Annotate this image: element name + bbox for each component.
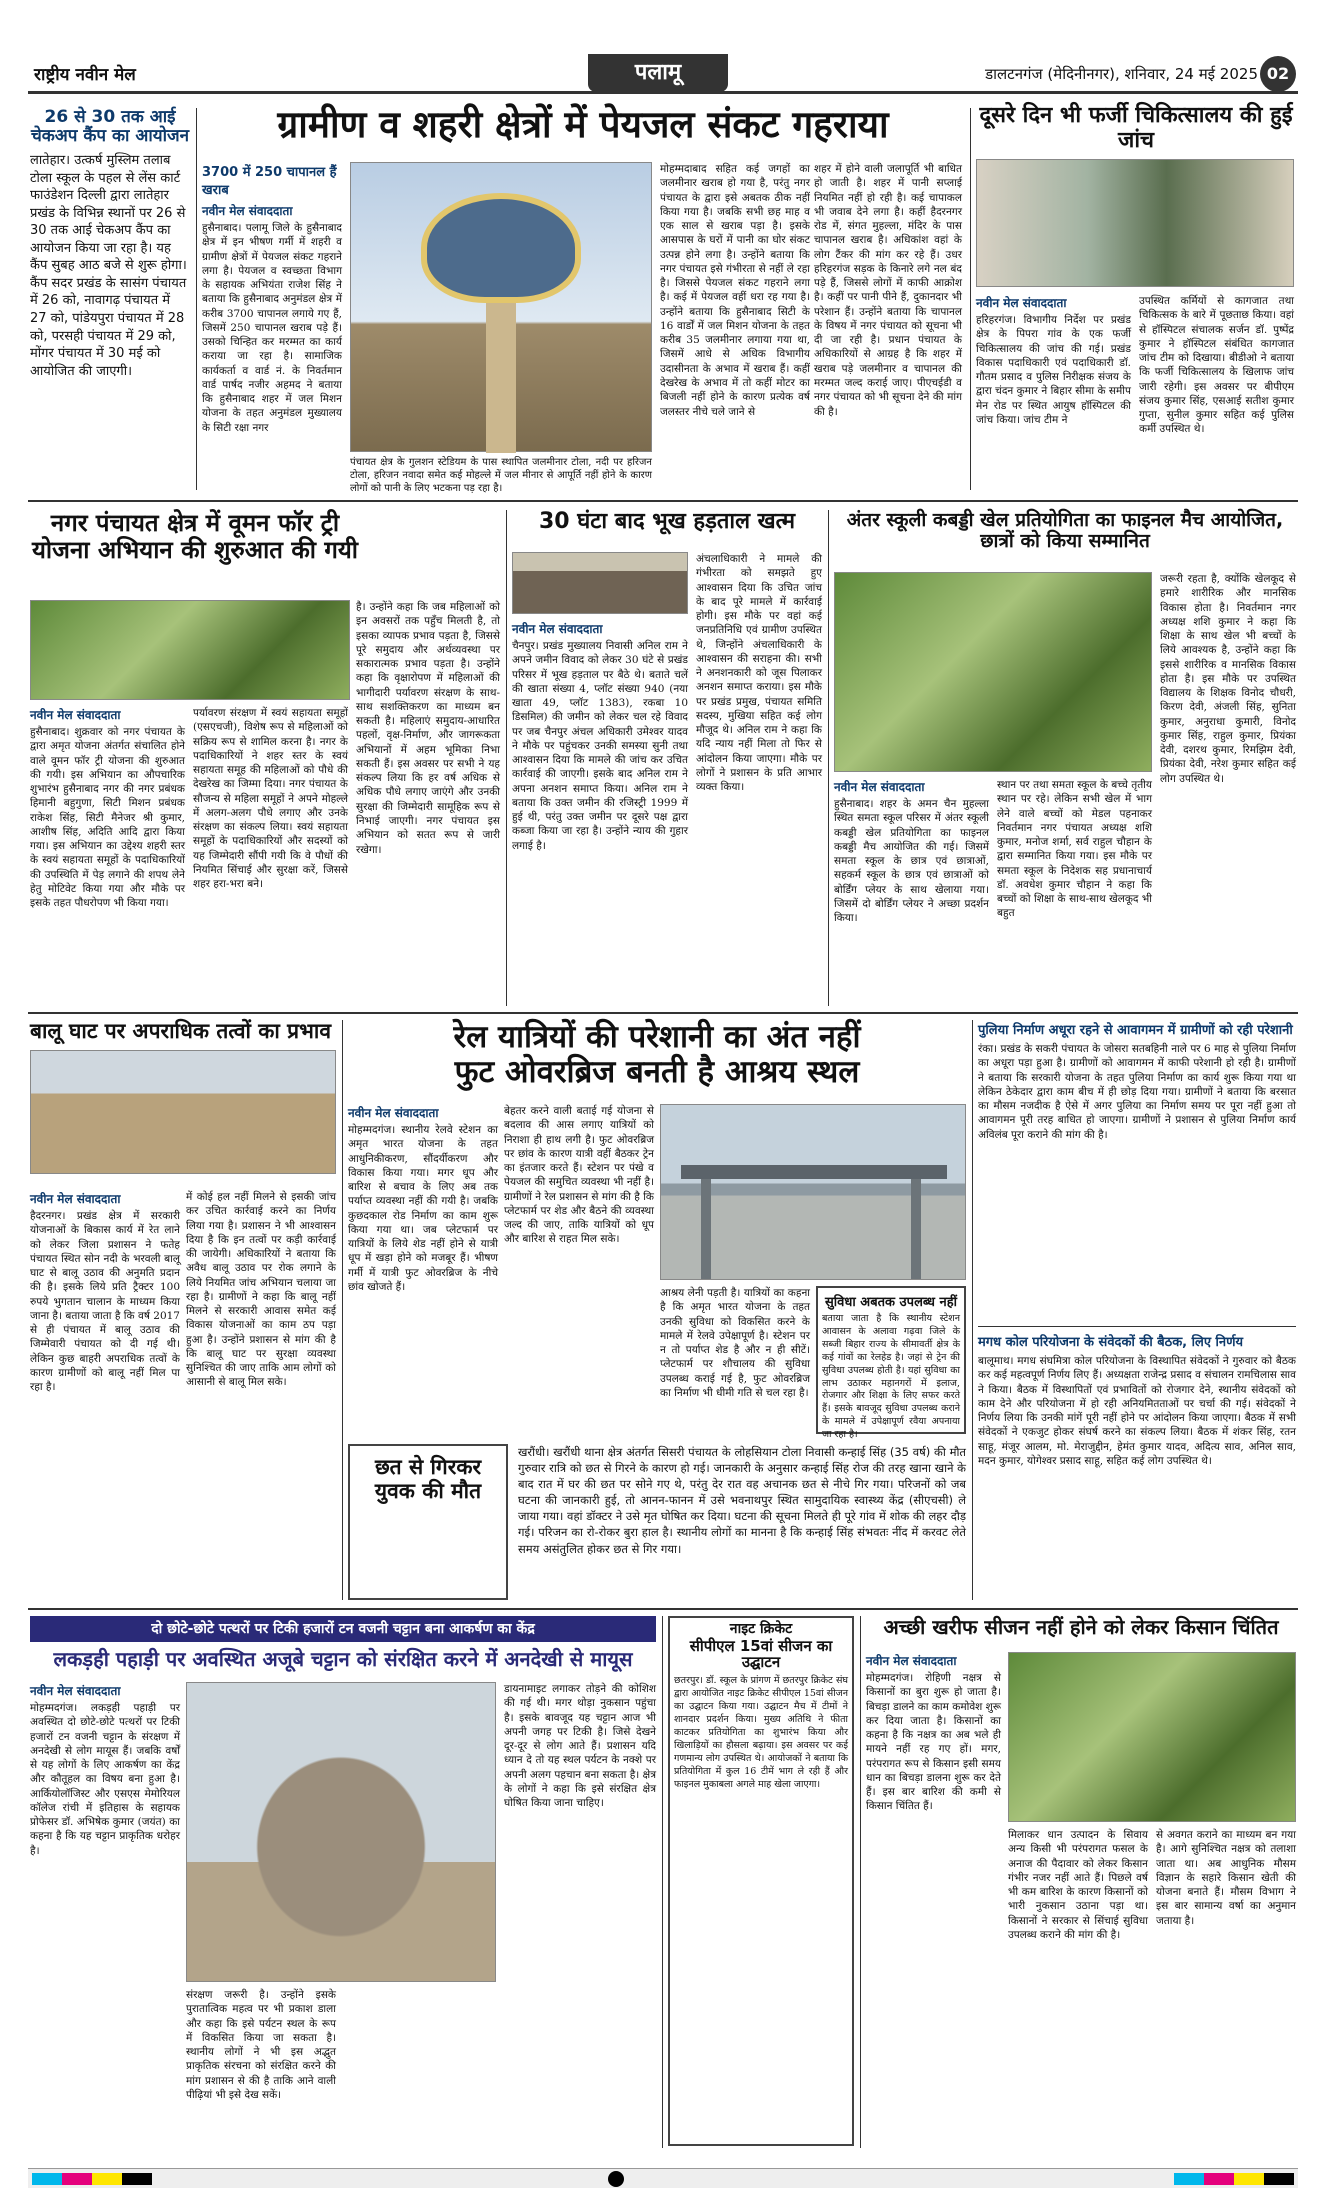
headline: 30 घंटा बाद भूख हड़ताल खत्म [538,509,796,534]
body-text-2: संरक्षण जरूरी है। उन्होंने इसके पुरातात्विक महत्व पर भी प्रकाश डाला और कहा कि इसे पर्यटन स्थल के रूप में विकसित किया जा सकता है। स्थानीय लोगों ने भी इस अद्भुत प्राकृतिक संरचना को संरक्षित करने की मांग प्रशासन से की है ताकि आने वाली पीढ़ियां भी इसे देख सकें। [186,1989,336,2101]
headline: अच्छी खरीफ सीजन नहीं होने को लेकर किसान चिंतित [883,1615,1279,1639]
body-text-2: में कोई हल नहीं मिलने से इसकी जांच कर उचित कार्रवाई करने का निर्णय लिया गया है। प्रशासन ने भी आश्वासन दिया है कि इन तत्वों पर कड़ी कार्रवाई की जायेगी। अधिकारियों ने बताया कि अवैध बालू उठाव पर रोक लगाने के लिये नियमित जांच अभियान चलाया जा रहा है। ग्रामीणों ने कहा कि बालू नहीं मिलने से सरकारी आवास समेत कई विकास योजनाओं का काम ठप पड़ा हुआ है। उन्होंने प्रशासन से मांग की है कि बालू घाट पर सुरक्षा व्यवस्था सुनिश्चित की जाए ताकि आम लोगों को आसानी से बालू मिल सके। [186,1191,336,1389]
article-eye-camp [30,108,190,490]
body-text: बालूमाथ। मगध संघमित्रा कोल परियोजना के विस्थापित संवेदकों ने गुरुवार को बैठक कर कई महत्वपूर्ण निर्णय लिए हैं। अध्यक्षता राजेन्द्र प्रसाद व संचालन रामचिलास साव ने किया। बैठक में विस्थापितों एवं प्रभावितों को रोजगार देने, स्थानीय संवेदकों को काम देने और परियोजना में हो रही अनियमितताओं पर चर्चा की गई। संवेदकों ने निर्णय लिया कि उनकी मांगें पूरी नहीं होने पर आंदोलन किया जाएगा। बैठक में सभी संवेदकों ने एकजुट होकर संघर्ष करने का संकल्प लिया। बैठक में शंकर सिंह, रतन साहू, मंजूर आलम, मो. मेराजुद्दीन, हेमंत कुमार यादव, अदित्य साव, अनिल साव, मदन कुमार, योगेश्वर प्रसाद साहू, सहित कई लोग उपस्थित थे। [978,1355,1296,1467]
article-sand-ghat [30,1020,336,1600]
article-rail [348,1019,966,1441]
byline: नवीन मेल संवाददाता [30,1192,121,1206]
byline: नवीन मेल संवाददाता [348,1106,439,1120]
body-text-3: से अवगत कराने का माध्यम बन गया है। आगे सुनिश्चित नक्षत्र को तलाशा जाता था। अब आधुनिक मौसम विज्ञान के सहारे किसान खेती की योजना बनाते हैं। मौसम विभाग ने इस बार सामान्य वर्षा का अनुमान जताया है। [1156,1829,1296,1927]
paper-name: राष्ट्रीय नवीन मेल [34,65,136,85]
article-water-crisis [202,104,964,496]
body-text-2: मोहम्मदाबाद सहित कई जगहों का जलमीनार खराब हो गया है, परंतु नगर पंचायत के द्वारा इसे अबतक ठीक नहीं किया गया है। जबकि सभी छह माह व एक साल से खराब पड़ा है। इसके आसपास के घरों में पानी का घोर संकट उत्पन्न होने लगा है। उन्होंने बताया कि नगर पंचायत इसे गंभीरता से नहीं ले रहा है। जिससे पेयजल संकट गहराने लगा है। कई में पेयजल वहीं धरा रह गया है। उन्होंने बताया कि हुसैनाबाद सिटी के 16 वार्डों में जल मिशन योजना के तहत करीब 35 जलमीनार लगाया गया था, जिसमें आधे से अधिक विभागीय उदासीनता के अभाव में खराब हैं। कहीं देखरेख के अभाव में तो कहीं मोटर का बिजली नहीं होने के कारण प्रत्येक वर्ष जलस्तर नीचे चले जाने से [660,163,810,418]
tree-plantation-photo [30,600,350,700]
headline: मगध कोल परियोजना के संवेदकों की बैठक, लिए निर्णय [978,1335,1244,1350]
article-rock [30,1616,656,2148]
color-bar [28,2168,1298,2188]
headline: लकड़ही पहाड़ी पर अवस्थित अजूबे चट्टान को संरक्षित करने में अनदेखी से मायूस [53,1647,633,1671]
body-text-2: पर्यावरण संरक्षण में स्वयं सहायता समूहों (एसएचजी), विशेष रूप से महिलाओं को सक्रिय रूप से शामिल करना है। नगर के पदाधिकारियों ने शहर स्तर के स्वयं सहायता समूह की महिलाओं को पौधे की देखरेख का जिम्मा दिया। नगर पंचायत के सौजन्य से महिला समूहों ने अपने मोहल्ले में अलग-अलग पौधे लगाए और उनके संरक्षण का संकल्प लिया। स्वयं सहायता समूहों के पदाधिकारियों और सदस्यों को यह जिम्मेदारी सौंपी गयी कि वे पौधों की नियमित सिंचाई और सुरक्षा करें, जिससे शहर हरा-भरा बने। [193,707,348,891]
byline: नवीन मेल संवाददाता [202,204,293,218]
photo-caption: पंचायत क्षेत्र के गुलशन स्टेडियम के पास स्थापित जलमीनार टोला, नदी पर हरिजन टोला, हरिजन नवादा समेत कई मोहल्ले में जल मीनार से आपूर्ति नहीं होने के कारण लोगों को पानी के लिए भटकना पड़ रहा है। [350,457,652,494]
section-tab: पलामू [588,54,728,92]
body-text: खरौंधी। खरौंधी थाना क्षेत्र अंतर्गत सिसरी पंचायत के लोहसियान टोला निवासी कन्हाई सिंह (35 वर्ष) की मौत गुरुवार रात्रि को छत से गिरने के कारण हो गई। जानकारी के अनुसार कन्हाई सिंह रोज की तरह खाना खाने के बाद रात में घर की छत पर सोने गए थे, परंतु देर रात वह अचानक छत से नीचे गिर गया। परिजनों को जब घटना की जानकारी हुई, तो आनन-फानन में उसे भवनाथपुर स्थित सामुदायिक स्वास्थ्य केंद्र (सीएचसी) ले जाया गया। वहां डॉक्टर ने उसे मृत घोषित कर दिया। घटना की सूचना मिलते ही पूरे गांव में शोक की लहर दौड़ गई। परिजन का रो-रोकर बुरा हाल है। स्थानीय लोगों का मानना है कि कन्हाई सिंह संभवतः नींद में करवट लेते समय असंतुलित होकर छत से गिर गया। [518,1445,966,1556]
headline: दूसरे दिन भी फर्जी चिकित्सालय की हुई जांच [979,103,1293,153]
kicker: 3700 में 250 चापानल हैं खराब [202,165,337,198]
byline: नवीन मेल संवाददाता [30,1684,121,1698]
body-text: हैदरनगर। प्रखंड क्षेत्र में सरकारी योजनाओं के बिकास कार्य में रेत लाने को लेकर जिला प्रशासन ने फतेह पंचायत स्थित सोन नदी के भरवली बालू घाट से बालू उठाव की अनुमति प्रदान की है। इसके लिये प्रति ट्रैक्टर 100 रुपये भुगतान चालान के माध्यम किया जाना है। बताया जाता है कि वर्ष 2017 से ही पंचायत में बालू उठाव की जिम्मेवारी पंचायत को दी गई थी। लेकिन कुछ बाहरी अपराधिक तत्वों के कारण ग्रामीणों को बालू नहीं मिल पा रहा है। [30,1210,180,1394]
headline: छत से गिरकर युवक की मौत [374,1455,482,1503]
body-text-2: स्थान पर तथा समता स्कूल के बच्चे तृतीय स्थान पर रहे। लेकिन सभी खेल में भाग लेने वाले बच्चों को मेडल पहनाकर निवर्तमान नगर पंचायत अध्यक्ष शशि कुमार, मनोज शर्मा, सर्व राहुल चौहान के द्वारा सम्मानित किया गया। इस मौके पर समता स्कूल के निदेशक सह प्रधानाचार्य डॉ. अवधेश कुमार चौहान ने कहा कि बच्चों को शिक्षा के साथ-साथ खेलकूद भी बहुत [997,779,1152,920]
dateline: डालटनगंज (मेदिनीनगर), शनिवार, 24 मई 2025 [985,65,1258,83]
inspection-photo [976,159,1294,287]
headline: नगर पंचायत क्षेत्र में वूमन फॉर ट्री योजना अभियान की शुरुआत की गयी [32,509,358,564]
article-kabaddi [834,510,1296,1006]
headline: अंतर स्कूली कबड्डी खेल प्रतियोगिता का फाइनल मैच आयोजित, छात्रों को किया सम्मानित [846,509,1284,553]
body-text: मोहम्मदगंज। रोहिणी नक्षत्र से किसानों का बुरा शुरू हो जाता है। बिचड़ा डालने का काम कमोवेश शुरू कर दिया जाता है। किसानों का कहना है कि नक्षत्र का अब भले ही मायने नहीं रह गए हों। मगर, परंपरागत रूप से किसान इसी समय धान का बिचड़ा डालना शुरू कर देते हैं। इस बार बारिश की कमी से किसान चिंतित हैं। [866,1672,1001,1813]
headline: ग्रामीण व शहरी क्षेत्रों में पेयजल संकट गहराया [277,103,889,146]
body-text-3: शहर में होने वाली जलापूर्ति भी बाधित हो जाती है। शहर में पानी सप्लाई नियमित नहीं हो रही है। कई चापाकल भी जवाब देने लगा है। कहीं हैदरनगर रोड में, संगत मुहल्ला, मंदिर के पास चापानल खराब है। अधिकांश वहां के लोग टैंकर की मांग कर रहे हैं। उधर हरिहरगंज सड़क के किनारे लगे नल बंद पड़े हैं, जिससे लोगों में काफी आक्रोश है। कहीं पर पानी पीने हैं, दुकानदार भी परेशान हैं। उन्होंने बताया कि चापानल के विषय में नगर पंचायत को सूचना भी दी जा रही है। प्रधान पंचायत के अधिकारियों से आग्रह है कि शहर में खराब पड़े जलमीनार व चापानल की मरम्मत जल्द कराई जाए। पीएचईडी व नगर पंचायत को भी सूचना देने की मांग की है। [814,163,962,418]
headline-1: रेल यात्रियों की परेशानी का अंत नहीं [453,1019,861,1055]
body-text-3: है। उन्होंने कहा कि जब महिलाओं को इन अवसरों तक पहुँच मिलती है, तो इसका व्यापक प्रभाव पड़ता है, जिससे पूरे समुदाय और अर्थव्यवस्था पर सकारात्मक प्रभाव पड़ता है। उन्होंने कहा कि वृक्षारोपण में महिलाओं की भागीदारी पर्यावरण संरक्षण के साथ-साथ सशक्तिकरण का माध्यम बन सकती है। महिलाएं समुदाय-आधारित पहलों, वृक्ष-निर्माण, और जागरूकता अभियानों में अहम भूमिका निभा सकती हैं। इस अवसर पर सभी ने यह संकल्प लिया कि हर वर्ष अधिक से अधिक पौधे लगाए जाएंगे और उनकी सुरक्षा की जिम्मेदारी सामूहिक रूप से निभाई जाएगी। नगर पंचायत इस अभियान को सतत रूप से जारी रखेगा। [356,601,500,856]
article-roof-fall [348,1444,966,1600]
subhead: सुविधा अबतक उपलब्ध नहीं [825,1295,957,1310]
article-bridge [978,1020,1296,1320]
body-text: मोहम्मदगंज। स्थानीय रेलवे स्टेशन का अमृत भारत योजना के तहत आधुनिकीकरण, सौंदर्यीकरण और विकास किया गया। मगर धूप और बारिश से बचाव के लिए अब तक पर्याप्त व्यवस्था नहीं की गयी है। जबकि कुछदकाल रोड निर्माण का काम शुरू किया गया था। जब प्लेटफार्म पर यात्रियों के लिये शेड नहीं होने से यात्री धूप में खड़ा होने को मजबूर हैं। भीषण गर्मी में यात्री फुट ओवरब्रिज के नीचे छांव खोजते हैं। [348,1124,498,1293]
article-fake-clinic [976,104,1296,496]
body-text: रंका। प्रखंड के सकरी पंचायत के जोसरा सतबहिनी नाले पर 6 माह से पुलिया निर्माण का अधूरा पड़ा हुआ है। ग्रामीणों को आवागमन में काफी परेशानी हो रही है। ग्रामीणों ने बताया कि सरकारी योजना के तहत पुलिया निर्माण का कार्य शुरू किया गया था लेकिन ठेकेदार द्वारा काम बीच में ही छोड़ दिया गया। ग्रामीणों ने बताया कि बरसात का मौसम नजदीक है ऐसे में अगर पुलिया का निर्माण समय पर पूरा नहीं हुआ तो आवागमन पूरी तरह बाधित हो जाएगा। ग्रामीणों ने प्रशासन से पुलिया निर्माण कार्य अविलंब पूरा कराने की मांग की है। [978,1043,1296,1141]
body-text: हुसैनाबाद। पलामू जिले के हुसैनाबाद क्षेत्र में इन भीषण गर्मी में शहरी व ग्रामीण क्षेत्रों में पेयजल संकट गहराने लगा है। पेयजल व स्वच्छता विभाग के सहायक अभियंता राजेश सिंह ने बताया कि हुसैनाबाद अनुमंडल क्षेत्र में करीब 3700 चापानल लगाये गए हैं, जिसमें 250 चापानल खराब पड़े हैं। उसको चिन्हित कर मरम्मत का कार्य कराया जा रहा है। सामाजिक कार्यकर्ता व वार्ड नं. के निवर्तमान वार्ड पार्षद नजीर अहमद ने बताया कि हुसैनाबाद शहर में जल मिशन योजना के तहत अनुमंडल मुख्यालय के सिटी रक्षा नगर [202,222,342,434]
water-tank-photo [350,162,652,452]
byline: नवीन मेल संवाददाता [834,780,925,794]
body-text: छतरपुर। डॉ. स्कूल के प्रांगण में छतरपुर क्रिकेट संघ द्वारा आयोजित नाइट क्रिकेट सीपीएल 15वां सीजन का उद्घाटन किया गया। उद्घाटन मैच में टीमों ने शानदार प्रदर्शन किया। मुख्य अतिथि ने फीता काटकर प्रतियोगिता का शुभारंभ किया और खिलाड़ियों का हौसला बढ़ाया। इस अवसर पर कई गणमान्य लोग उपस्थित थे। आयोजकों ने बताया कि प्रतियोगिता में कुल 16 टीमें भाग ले रही हैं और फाइनल मुकाबला अगले माह खेला जाएगा। [674,1675,848,1790]
subhead-box [816,1286,966,1441]
masthead [28,54,1298,94]
headline-2: सीपीएल 15वां सीजन का उद्घाटन [689,1636,833,1672]
kabaddi-photo [834,572,1152,772]
byline: नवीन मेल संवाददाता [512,622,603,636]
body-text-3: आश्रय लेनी पड़ती है। यात्रियों का कहना है कि अमृत भारत योजना के तहत उनकी सुविधा को विकसित करने के मामले में रेलवे उपेक्षापूर्ण है। स्टेशन पर न तो पर्याप्त शेड है और न ही सीटें। प्लेटफार्म पर शौचालय की सुविधा उपलब्ध कराई गई है, फुट ओवरब्रिज का निर्माण भी धीमी गति से चल रहा है। [660,1287,810,1399]
byline: नवीन मेल संवाददाता [30,708,121,722]
banner: दो छोटे-छोटे पत्थरों पर टिकी हजारों टन वजनी चट्टान बना आकर्षण का केंद्र [30,1616,656,1642]
protest-photo [512,552,688,614]
foot-overbridge-photo [660,1104,966,1280]
body-text-2: बेहतर करने वाली बताई गई योजना से बदलाव की आस लगाए यात्रियों को निराशा ही हाथ लगी है। फुट ओवरब्रिज पर छांव के कारण यात्री वहीं बैठकर ट्रेन का इंतजार करते हैं। स्टेशन पर पंखे व पेयजल की समुचित व्यवस्था भी नहीं है। ग्रामीणों ने रेल प्रशासन से मांग की है कि प्लेटफार्म पर शेड और बैठने की व्यवस्था जल्द की जाए, ताकि यात्रियों को धूप और बारिश से राहत मिल सके। [504,1105,654,1246]
body-text-2: अंचलाधिकारी ने मामले की गंभीरता को समझते हुए आश्वासन दिया कि उचित जांच के बाद पूरे मामले में कार्रवाई होगी। इस मौके पर वहां कई जनप्रतिनिधि एवं ग्रामीण उपस्थित थे, जिन्होंने अंचलाधिकारी के आश्वासन की सराहना की। सभी ने अनशनकारी को जूस पिलाकर अनशन समाप्त कराया। इस मौके पर प्रखंड प्रमुख, पंचायत समिति सदस्य, मुखिया सहित कई लोग मौजूद थे। अनिल राम ने कहा कि यदि न्याय नहीं मिला तो फिर से आंदोलन किया जाएगा। मौके पर लोगों ने प्रशासन के प्रति आभार व्यक्त किया। [696,553,822,794]
body-text: हुसैनाबाद। शुक्रवार को नगर पंचायत के द्वारा अमृत योजना अंतर्गत संचालित होने वाले वूमन फॉर ट्री योजना की शुरुआत की गयी। इस अभियान का औपचारिक शुभारंभ हुसैनाबाद नगर की नगर प्रबंधक हिमानी बहुगुणा, सिटी मिशन प्रबंधक राकेश सिंह, सिटी मैनेजर श्री कुमार, आशीष सिंह, अदिति आदि द्वारा किया गया। इस अभियान का उद्देश्य शहरी स्तर के स्वयं सहायता समूहों के पदाधिकारियों की उपस्थिति में पेड़ लगाने की शपथ लेने हेतु मोटिवेट किया गया और मौके पर इसके तहत पौधरोपण भी किया गया। [30,726,185,910]
body-text-3: जरूरी रहता है, क्योंकि खेलकूद से हमारे शारीरिक और मानसिक विकास होता है। निवर्तमान नगर अध्यक्ष शशि कुमार ने कहा कि शिक्षा के साथ खेल भी बच्चों के लिये आवश्यक है, उन्होंने कहा कि इससे शारीरिक व मानसिक विकास होता है। इस मौके पर उपस्थित विद्यालय के शिक्षक विनोद चौधरी, किरण देवी, अंजली सिंह, सुनिता कुमार, अनुराधा कुमारी, विनोद कुमार सिंह, राहुल कुमार, प्रियंका देवी, दशरथ कुमार, रिमझिम देवी, प्रियंका देवी, नरेश कुमार सहित कई लोग उपस्थित थे। [1160,573,1296,785]
byline: नवीन मेल संवाददाता [866,1654,957,1668]
headline: 26 से 30 तक आई चेकअप कैंप का आयोजन [30,107,190,147]
body-text-3: डायनामाइट लगाकर तोड़ने की कोशिश की गई थी। मगर थोड़ा नुकसान पहुंचा है। इसके बावजूद यह चट्टान आज भी अपनी जगह पर टिकी है। जिसे देखने दूर-दूर से लोग आते हैं। प्रशासन यदि ध्यान दे तो यह स्थल पर्यटन के नक्शे पर अपनी अलग पहचान बना सकता है। क्षेत्र के लोगों ने कहा कि इसे संरक्षित क्षेत्र घोषित किया जाना चाहिए। [504,1683,656,1810]
body-text: मोहम्मदगंज। लकड़ही पहाड़ी पर अवस्थित दो छोटे-छोटे पत्थरों पर टिकी हजारों टन वजनी चट्टान के संरक्षण में अनदेखी से लोग मायूस हैं। जबकि वर्षों से यह लोगों के लिए आकर्षण का केंद्र और कौतूहल का विषय बना हुआ है। आर्कियोलॉजिस्ट और एसएस मेमोरियल कॉलेज रांची में इतिहास के सहायक प्रोफेसर डॉ. अभिषेक कुमार (जयंत) का कहना है कि यह चट्टान प्राकृतिक धरोहर है। [30,1702,180,1857]
rock-photo [186,1682,496,1982]
headline-1: नाइट क्रिकेट [729,1621,793,1637]
body-text-2: उपस्थित कर्मियों से कागजात तथा चिकित्सक के बारे में पूछताछ किया। वहां से हॉस्पिटल संचालक सर्जन डॉ. पुष्पेंद्र कुमार ने हॉस्पिटल संबंधित कागजात जांच टीम को दिखाया। बीडीओ ने बताया कि फर्जी चिकित्सालय के खिलाफ जांच जारी रहेगी। इस अवसर पर बीपीएम संजय कुमार सिंह, एसआई सतीश कुमार गुप्ता, सुनील कुमार सहित कई पुलिस कर्मी उपस्थित थे। [1139,295,1294,436]
article-hunger-strike [512,510,822,1006]
headline: बालू घाट पर अपराधिक तत्वों का प्रभाव [30,1019,332,1043]
body-text: हुसैनाबाद। शहर के अमन चैन मुहल्ला स्थित समता स्कूल परिसर में अंतर स्कूली कबड्डी खेल प्रतियोगिता का फाइनल कबड्डी मैच आयोजित की गई। जिसमें समता स्कूल के छात्र एवं छात्राओं, सहकर्म स्कूल के छात्र एवं छात्राओं को बोर्डिंग प्लेयर के साथ खेलाया गया। जिसमें दो बोर्डिंग प्लेयर ने अच्छा प्रदर्शन किया। [834,798,989,925]
sand-ghat-photo [30,1050,336,1174]
page-number: 02 [1260,56,1296,92]
byline: नवीन मेल संवाददाता [976,296,1067,310]
article-kharif [866,1616,1296,2148]
body-text: चैनपुर। प्रखंड मुख्यालय निवासी अनिल राम ने अपने जमीन विवाद को लेकर 30 घंटे से प्रखंड परिसर में भूख हड़ताल पर बैठे थे। बताते चलें की खाता संख्या 4, प्लॉट संख्या 940 (नया खाता 49, प्लॉट 1383), रकबा 10 डिसमिल) की जमीन को लेकर चल रहे विवाद पर जब चैनपुर अंचल अधिकारी उमेश्वर यादव ने मौके पर पहुंचकर उनकी समस्या सुनी तथा आश्वासन दिया कि मामले की जांच कर उचित कार्रवाई की जाएगी। इसके बाद अनिल राम ने अपना अनशन समाप्त किया। अनिल राम ने बताया कि उक्त जमीन की रजिस्ट्री 1999 में हुई थी, परंतु उक्त जमीन पर दूसरे पक्ष द्वारा कब्जा किया जा रहा है। उन्होंने न्याय की गुहार लगाई है। [512,640,688,852]
article-coal-meeting [978,1332,1296,1600]
body-text: लातेहार। उत्कर्ष मुस्लिम तलाब टोला स्कूल के पहल से लेंस कार्ट फाउंडेशन दिल्ली द्वारा लातेहार प्रखंड के विभिन्न स्थानों पर 26 से 30 तक आई चेकअप कैंप का आयोजन किया जा रहा है। यह कैंप सुबह आठ बजे से शुरू होगा। कैंप सदर प्रखंड के सासंग पंचायत में 26 को, नावागढ़ पंचायत में 27 को, पांडेयपुरा पंचायत में 28 को, परसही पंचायत में 29 को, मोंगर पंचायत में 30 मई को आयोजित की जाएगी। [30,153,187,379]
article-cricket [668,1616,854,2148]
headline: पुलिया निर्माण अधूरा रहने से आवागमन में ग्रामीणों को रही परेशानी [978,1023,1293,1038]
article-woman-tree [30,510,500,1006]
subhead-body: बताया जाता है कि स्थानीय स्टेशन आवासन के अलावा गढ़वा जिले के सब्जी बिहार राज्य के सीमावर्ती क्षेत्र के कई गांवों का रेलहेड है। जहां से ट्रेन की सुविधा उपलब्ध होती है। यहां सुविधा का लाभ उठाकर महानगरों में इलाज, रोजगार और शिक्षा के लिए सफर करते हैं। इसके बावजूद सुविधा उपलब्ध कराने के मामले में उपेक्षापूर्ण रवैया अपनाया जा रहा है। [822,1313,960,1441]
headline-2: फुट ओवरब्रिज बनती है आश्रय स्थल [454,1053,860,1090]
body-text: हरिहरगंज। विभागीय निर्देश पर प्रखंड क्षेत्र के पिपरा गांव के एक फर्जी चिकित्सालय की जांच की गई। प्रखंड विकास पदाधिकारी एवं पदाधिकारी डॉ. गौतम प्रसाद व पुलिस निरीक्षक संजय के द्वारा चंदन कुमार ने बिहार सीमा के समीप मेन रोड पर स्थित आयुष हॉस्पिटल की जांच किया। जांच टीम ने [976,314,1131,426]
body-text-2: मिलाकर धान उत्पादन के सिवाय अन्य किसी भी परंपरागत फसल के अनाज की पैदावार को लेकर किसान गंभीर नजर नहीं आते हैं। पिछले वर्ष भी कम बारिश के कारण किसानों को भारी नुकसान उठाना पड़ा था। किसानों ने सरकार से सिंचाई सुविधा उपलब्ध कराने की मांग की है। [1008,1829,1148,1941]
farm-photo [1008,1652,1296,1822]
